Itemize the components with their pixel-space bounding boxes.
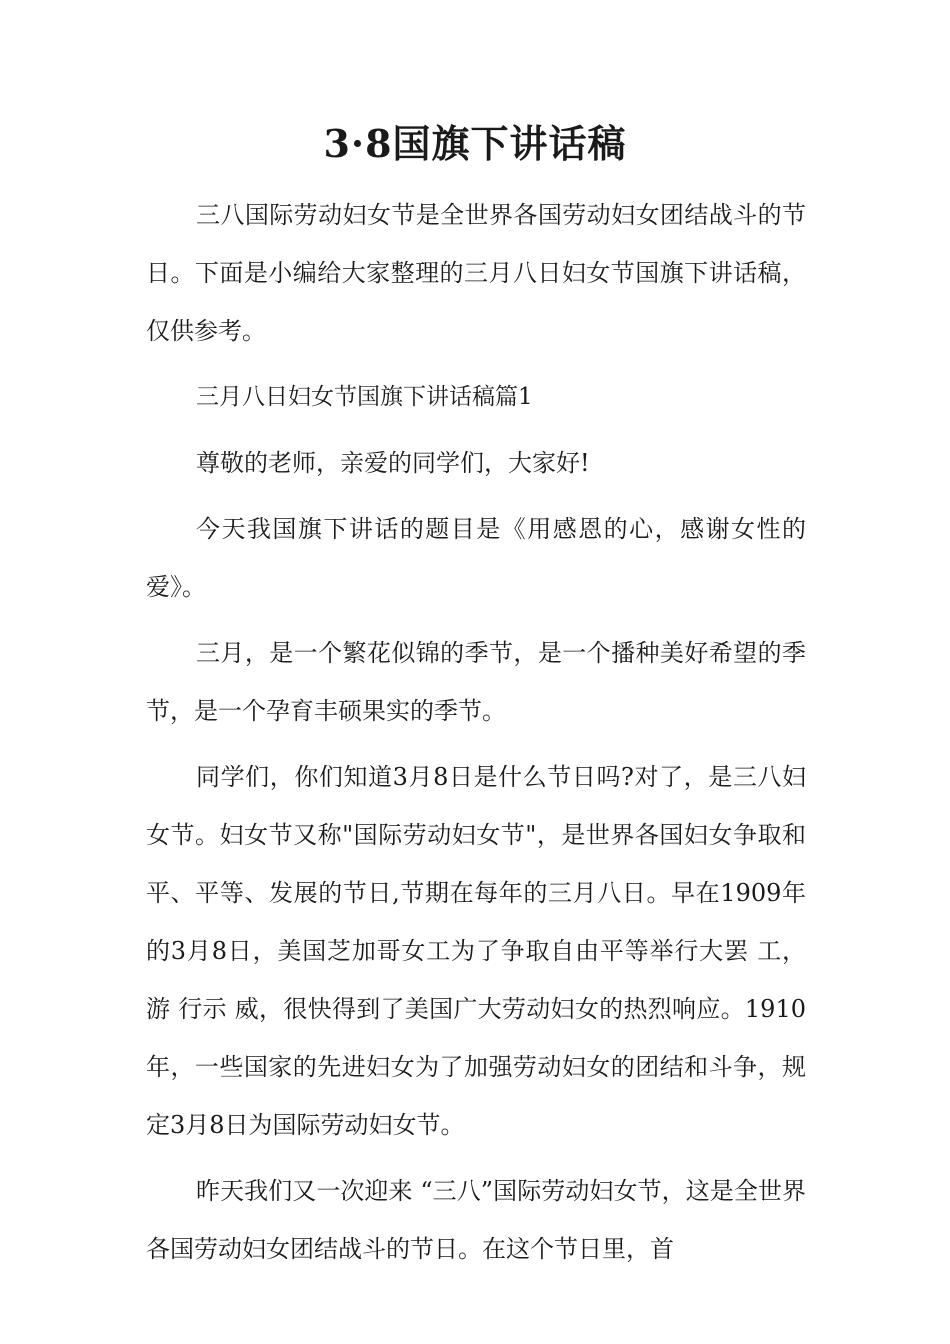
document-body (146, 186, 806, 1286)
paragraph-yesterday: 昨天我们又一次迎来 “三八”国际劳动妇女节，这是全世界各国劳动妇女团结战斗的节日。在这个节日里，首 (146, 1177, 806, 1263)
paragraph-march: 三月，是一个繁花似锦的季节，是一个播种美好希望的季节，是一个孕育丰硕果实的季节。 (146, 639, 806, 725)
paragraph-greeting: 尊敬的老师，亲爱的同学们，大家好! (196, 449, 590, 477)
paragraph-topic: 今天我国旗下讲话的题目是《用感恩的心，感谢女性的爱》。 (146, 515, 806, 601)
paragraph-history: 同学们，你们知道3月8日是什么节日吗?对了，是三八妇女节。妇女节又称"国际劳动妇女节"，是世界各国妇女争取和平、平等、发展的节日,节期在每年的三月八日。早在1909年的3月8日，美国芝加哥女工为了争取自由平等举行大罢 工，游 行示 威，很快得到了美国广大劳动妇女的热烈响应。1910年，一些国家的先进妇女为了加强劳动妇女的团结和斗争，规定3月8日为国际劳动妇女节。 (146, 763, 806, 1139)
section-heading: 三月八日妇女节国旗下讲话稿篇1 (196, 384, 533, 410)
paragraph-intro: 三八国际劳动妇女节是全世界各国劳动妇女团结战斗的节日。下面是小编给大家整理的三月八日妇女节国旗下讲话稿，仅供参考。 (146, 201, 806, 345)
document-title: 3·8国旗下讲话稿 (323, 121, 627, 166)
